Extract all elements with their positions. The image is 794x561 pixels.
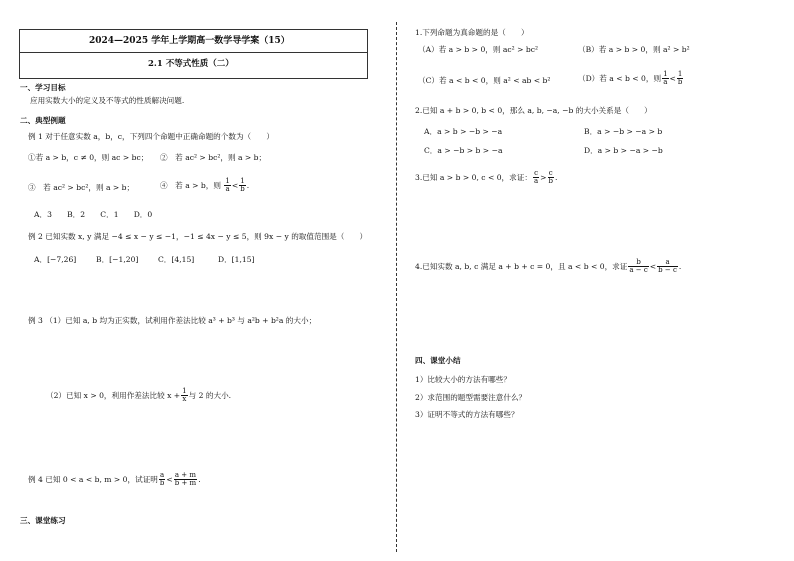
fraction-c-over-b: $\frac{c}{b}$ (548, 169, 553, 186)
question-4: 4.已知实数 a, b, c 满足 a + b + c = 0，且 a < b < 0，求证 $\frac{b}{a - c}$ < $\frac{a}{b - c}$ . (415, 258, 682, 275)
fraction-a-over-b: $\frac{a}{b}$ (159, 471, 165, 488)
question-1-choice-a: （A）若 a > b > 0，则 ac² > bc² (418, 45, 539, 54)
column-divider (396, 22, 397, 552)
summary-item-3: 3）证明不等式的方法有哪些？ (415, 410, 519, 419)
section-4-title: 四、课堂小结 (415, 356, 461, 365)
example-1-stem: 例 1 对于任意实数 a，b，c，下列四个命题中正确命题的个数为（ ） (28, 132, 274, 141)
question-2-choice-c: C．a > −b > b > −a (424, 146, 503, 155)
question-2-choice-a: A．a > b > −b > −a (424, 127, 503, 136)
example-1-option-4: ④ 若 a > b，则 $\frac{1}{a}$ < $\frac{1}{b}$ . (160, 177, 250, 194)
example-2-choice-d: D．[1,15] (218, 255, 255, 264)
example-2-stem: 例 2 已知实数 x, y 满足 −4 ≤ x − y ≤ −1，−1 ≤ 4x − y ≤ 5，则 9x − y 的取值范围是（ ） (28, 232, 368, 241)
question-1-choice-b: （B）若 a > b > 0，则 a² > b² (578, 45, 690, 54)
fraction-1-over-x: $\frac{1}{x}$ (182, 387, 187, 404)
fraction-1-over-b: $\frac{1}{b}$ (240, 177, 245, 194)
section-subtitle: 2.1 不等式性质（二） (148, 59, 234, 69)
fraction-c-over-a: $\frac{c}{a}$ (533, 169, 539, 186)
summary-item-2: 2）求范围的题型需要注意什么？ (415, 393, 527, 402)
question-3: 3.已知 a > b > 0, c < 0，求证： $\frac{c}{a}$ > $\frac{c}{b}$ . (415, 169, 558, 186)
example-1-option-3: ③ 若 ac² > bc²，则 a > b； (28, 183, 135, 192)
section-3-title: 三、课堂练习 (20, 516, 66, 525)
question-1-choice-c: （C）若 a < b < 0，则 a² < ab < b² (418, 76, 551, 85)
fraction-b-over-a-minus-c: $\frac{b}{a - c}$ (629, 258, 648, 275)
page-title: 2024—2025 学年上学期高一数学导学案（15） (89, 36, 290, 46)
question-2-stem: 2.已知 a + b > 0, b < 0，那么 a, b, −a, −b 的大小关系是（ ） (415, 106, 652, 115)
example-2-choice-b: B．[−1,20] (96, 255, 139, 264)
example-2-choice-a: A．[−7,26] (34, 255, 77, 264)
fraction-1-over-b-d: $\frac{1}{b}$ (677, 70, 683, 87)
fraction-a-over-b-minus-c: $\frac{a}{b - c}$ (658, 258, 677, 275)
fraction-am-over-bm: $\frac{a + m}{b + m}$ (174, 471, 197, 488)
section-2-title: 二、典型例题 (20, 116, 66, 125)
summary-item-1: 1）比较大小的方法有哪些？ (415, 375, 511, 384)
example-3-part-2: （2）已知 x > 0，利用作差法比较 x + $\frac{1}{x}$ 与 2 的大小. (46, 387, 232, 404)
question-1-choice-d: （D）若 a < b < 0，则 $\frac{1}{a}$ < $\frac{1}{b}$ (578, 70, 683, 87)
fraction-1-over-a: $\frac{1}{a}$ (225, 177, 230, 194)
example-1-option-1: ①若 a > b，c ≠ 0，则 ac > bc； (28, 153, 149, 162)
example-1-choices: A．3 B．2 C．1 D．0 (34, 210, 153, 219)
example-2-choice-c: C．[4,15] (158, 255, 195, 264)
example-1-option-4-text: ④ 若 a > b，则 (160, 180, 221, 190)
section-1-text: 应用实数大小的定义及不等式的性质解决问题. (30, 96, 185, 105)
example-1-option-2: ② 若 ac² > bc²，则 a > b； (160, 153, 267, 162)
example-3-part-1: 例 3 （1）已知 a, b 均为正实数，试利用作差法比较 a³ + b³ 与 a²b + b²a 的大小； (28, 316, 317, 325)
question-2-choice-b: B．a > −b > −a > b (584, 127, 663, 136)
fraction-1-over-a-d: $\frac{1}{a}$ (663, 70, 668, 87)
section-1-title: 一、学习目标 (20, 83, 66, 92)
example-4: 例 4 已知 0 < a < b, m > 0，试证明 $\frac{a}{b}$ < $\frac{a + m}{b + m}$ . (28, 471, 201, 488)
question-1-stem: 1.下列命题为真命题的是（ ） (415, 28, 529, 37)
question-2-choice-d: D．a > b > −a > −b (584, 146, 663, 155)
